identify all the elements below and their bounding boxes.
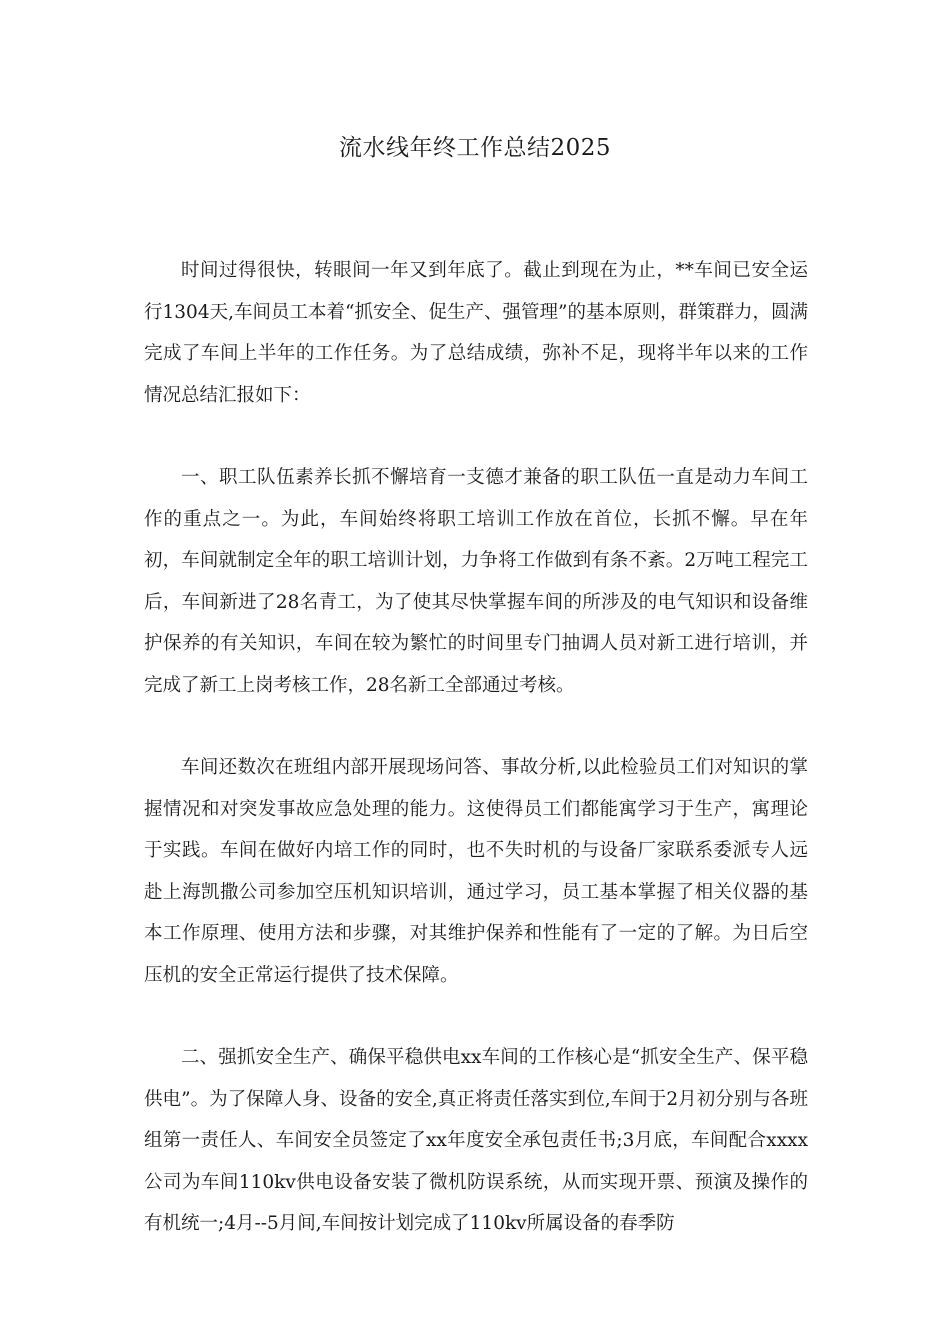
paragraph-intro: 时间过得很快，转眼间一年又到年底了。截止到现在为止，**车间已安全运行1304天,车间员工本着“抓安全、促生产、强管理”的基本原则，群策群力，圆满完成了车间上半年的工作任务。为了总结成绩，弥补不足，现将半年以来的工作情况总结汇报如下： [144, 260, 808, 406]
paragraph-section-two: 二、强抓安全生产、确保平稳供电xx车间的工作核心是“抓安全生产、保平稳供电”。为了保障人身、设备的安全,真正将责任落实到位,车间于2月初分别与各班组第一责任人、车间安全员签定了xx年度安全承包责任书;3月底，车间配合xxxx公司为车间110kv供电设备安装了微机防误系统，从而实现开票、预演及操作的有机统一;4月--5月间,车间按计划完成了110kv所属设备的春季防 [144, 1047, 808, 1234]
paragraph-training: 车间还数次在班组内部开展现场问答、事故分析,以此检验员工们对知识的掌握情况和对突发事故应急处理的能力。这使得员工们都能寓学习于生产，寓理论于实践。车间在做好内培工作的同时，也不失时机的与设备厂家联系委派专人远赴上海凯撒公司参加空压机知识培训，通过学习，员工基本掌握了相关仪器的基本工作原理、使用方法和步骤，对其维护保养和性能有了一定的了解。为日后空压机的安全正常运行提供了技术保障。 [144, 757, 808, 986]
document-body [144, 250, 808, 1286]
paragraph-section-one: 一、职工队伍素养长抓不懈培育一支德才兼备的职工队伍一直是动力车间工作的重点之一。为此，车间始终将职工培训工作放在首位，长抓不懈。早在年初，车间就制定全年的职工培训计划，力争将工作做到有条不紊。2万吨工程完工后，车间新进了28名青工，为了使其尽快掌握车间的所涉及的电气知识和设备维护保养的有关知识，车间在较为繁忙的时间里专门抽调人员对新工进行培训，并完成了新工上岗考核工作，28名新工全部通过考核。 [144, 467, 808, 696]
document-title: 流水线年终工作总结2025 [338, 135, 612, 161]
